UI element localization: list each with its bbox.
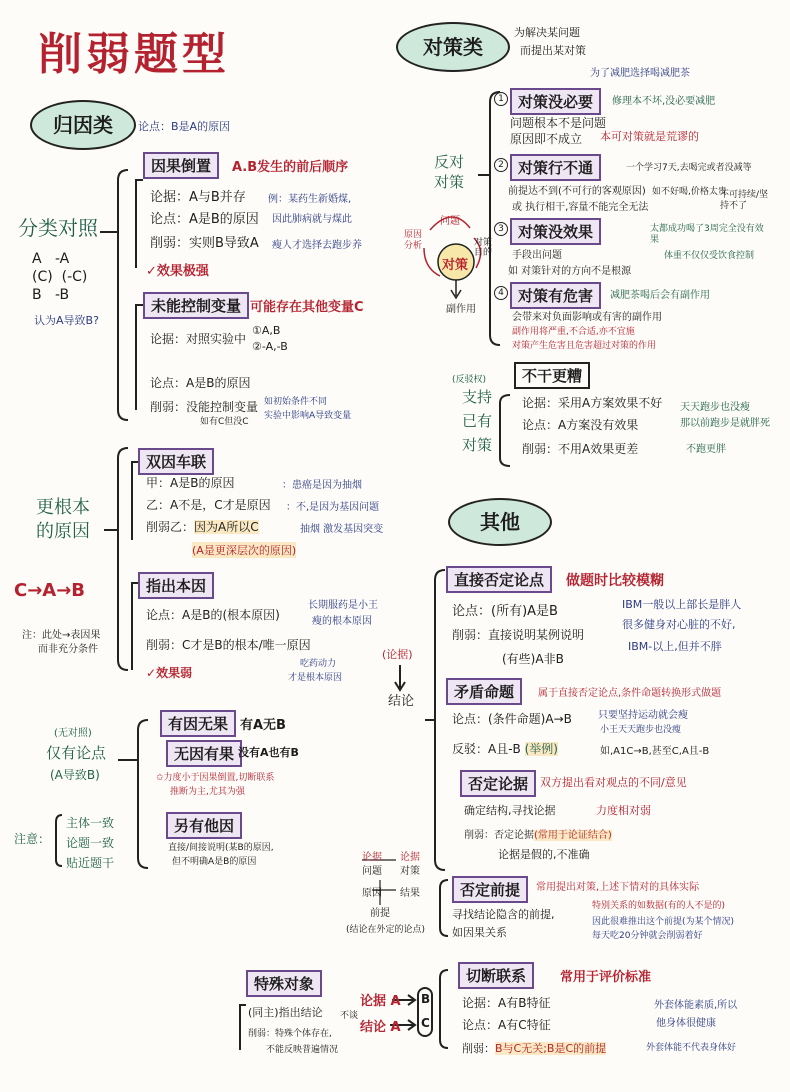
- item3-l1: 手段出问题: [512, 250, 562, 261]
- item3-title: 对策没效果: [510, 218, 601, 245]
- grid-b: B: [32, 287, 42, 303]
- item4-l3: 对策产生危害且危害超过对策的作用: [512, 341, 657, 351]
- shuangyin-l2-note: ：不,是因为基因问题: [286, 502, 380, 513]
- zhijie-title-note: 做题时比较模糊: [566, 573, 664, 589]
- kongzhi-l2: 论点：A是B的原因: [150, 376, 251, 390]
- cycle-duice: 对策: [442, 258, 469, 273]
- mingti-l1-note1: 只要坚持运动就会瘦: [598, 710, 688, 721]
- cycle-wenti: 问题: [440, 216, 460, 227]
- mini-t2: 问题: [362, 866, 382, 877]
- qita-jielun: 结论: [388, 694, 415, 709]
- zhijie-n2: 很多健身对心脏的不好,: [622, 618, 736, 631]
- bugai-n3: 不跑更胖: [686, 444, 726, 455]
- yinguo-l2-note: 因此肺病就与煤此: [272, 214, 352, 225]
- qieduan-title: 切断联系: [458, 962, 534, 989]
- grid-not-b: -B: [54, 287, 70, 303]
- mini-t4: 前提: [370, 908, 390, 919]
- zhijie-n3: IBM-以上,但并不胖: [628, 640, 722, 653]
- zhichu-l2: 削弱：C才是B的根本/唯一原因: [146, 638, 311, 652]
- item3-number: 3: [494, 222, 508, 236]
- zhichu-effect: [146, 664, 192, 681]
- teshu-l3: 不能反映普遍情况: [266, 1045, 339, 1055]
- item2-l1: 前提达不到(不可行的客观原因): [508, 186, 646, 197]
- item2-title: 对策行不通: [510, 154, 601, 181]
- kongzhi-l1a: ①A,B: [252, 324, 281, 337]
- zhichu-l2-note2: 才是根本原因: [288, 673, 343, 683]
- mini-r2: 对策: [400, 866, 420, 877]
- qianti-title-note: 常用提出对策,上述下情对的具体实际: [536, 882, 700, 893]
- zhijie-title: 直接否定论点: [446, 566, 552, 593]
- qieduan-l3-note: 外套体能不代表身体好: [646, 1043, 737, 1053]
- zhuyi-label: 注意：: [14, 832, 51, 846]
- qieduan-arrow-jielun: 结论 A: [360, 1020, 401, 1035]
- kongzhi-l3: 削弱：没能控制变量: [150, 400, 259, 414]
- bugai-l1: 论据：采用A方案效果不好: [522, 396, 663, 410]
- qita-lunju: (论据): [382, 648, 413, 661]
- qieduan-node-b: B: [421, 992, 431, 1006]
- grid-not-c: (-C): [61, 269, 88, 285]
- qieduan-l2: 论点：A有C特征: [462, 1018, 551, 1032]
- qieduan-title-note: 常用于评价标准: [560, 970, 652, 985]
- item4-l2: 副作用将严重,不合适,亦不宜施: [512, 327, 635, 337]
- qieduan-l1-note: 外套体能素质,所以: [654, 1000, 738, 1011]
- top-note1: 为解决某问题: [514, 26, 580, 39]
- check-icon: ✓: [146, 264, 157, 279]
- teshu-l1-note: 不谈: [340, 1011, 359, 1021]
- mingti-l2-note: 如,A1C→B,甚至C,A且-B: [600, 746, 710, 757]
- bugai-label2: 支持: [462, 388, 493, 406]
- lingyou-note2: 但不明确A是B的原因: [172, 857, 257, 867]
- qianti-title: 否定前提: [452, 876, 528, 903]
- shuangyin-l3: [146, 518, 259, 535]
- shuangyin-l3-label: 削弱乙：: [146, 520, 195, 534]
- teshu-l2: 削弱：特殊个体存在,: [248, 1029, 332, 1039]
- genben-arrow: C→A→B: [14, 580, 86, 601]
- zhuyi-item-3: 贴近题干: [66, 856, 115, 870]
- check-icon: ✓: [146, 666, 157, 680]
- grid-not-a: -A: [54, 251, 70, 267]
- mini-foot: (结论在外定的论点): [346, 925, 426, 935]
- youyinwuguo-note: 有A无B: [240, 718, 286, 733]
- jinyou-warn1-text: 力度小于因果倒置,切断联系: [163, 773, 275, 783]
- genben-note2: 而非充分条件: [38, 644, 98, 655]
- mingti-l2-text: 反驳：A且-B: [452, 742, 521, 756]
- item1-l2: 原因即不成立: [510, 132, 583, 146]
- zhijie-n1: IBM一般以上部长是胖人: [622, 598, 742, 611]
- mingti-title: 矛盾命题: [446, 678, 522, 705]
- item3-l1b: 如 对策针对的方向不是根源: [508, 266, 632, 277]
- yinguo-effect: [146, 260, 209, 279]
- qieduan-l2-note: 他身体很健康: [656, 1018, 716, 1029]
- qieduan-arrow-jielun-text: 结论: [360, 1020, 387, 1035]
- bugai-label1: (反驳权): [452, 375, 487, 385]
- item1-l1: 问题根本不是问题: [510, 116, 607, 130]
- teshu-l1: (同主)指出结论: [248, 1006, 323, 1019]
- mingti-title-note: 属于直接否定论点,条件命题转换形式做题: [538, 688, 722, 699]
- item3-l2-note: 体重不仅仅受饮食控制: [664, 251, 755, 261]
- qita-label: 其他: [448, 498, 552, 546]
- qianti-l2: 如因果关系: [452, 926, 507, 939]
- duice-label: 对策类: [396, 22, 510, 72]
- qieduan-l3-highlight: B与C无关;B是C的前提: [495, 1042, 607, 1055]
- qianti-l1: 寻找结论隐含的前提,: [452, 908, 555, 921]
- bugai-label4: 对策: [462, 436, 493, 454]
- zhichu-l2-note1: 吃药动力: [300, 659, 337, 669]
- genben-note1: 注：此处→表因果: [22, 630, 101, 641]
- mingti-l2-highlight: (举例): [524, 742, 558, 756]
- yinguo-title-note: A.B发生的前后顺序: [232, 160, 349, 175]
- fouding-title: 否定论据: [460, 770, 536, 797]
- qianti-n1: 特别关系的如数据(有的人不是的): [592, 901, 726, 911]
- genben-label: 更根本的原因: [36, 497, 90, 542]
- guiyin-label: 归因类: [30, 100, 136, 150]
- item1-l2-note: 本可对策就是荒谬的: [600, 130, 699, 143]
- fouding-l2-text: 削弱：否定论据: [464, 830, 534, 841]
- wuyinyouguo-title: 无因有果: [166, 740, 242, 767]
- kongzhi-title-note: 可能存在其他变量C: [250, 300, 364, 315]
- jinyou-label3: (A导致B): [50, 768, 100, 782]
- item2-l2: 或 执行相干,容量不能完全无法: [512, 202, 649, 213]
- shuangyin-l1-note: ：患癌是因为抽烟: [282, 480, 362, 491]
- item3-note: 太都成功喝了3周完全没有效果: [650, 224, 764, 245]
- page-title: 削弱题型: [38, 29, 230, 80]
- item1-title: 对策没必要: [510, 88, 601, 115]
- qieduan-node-c: C: [421, 1016, 430, 1030]
- grid-a: A: [32, 251, 42, 267]
- yinguo-l1: 论据：A与B并存: [150, 190, 246, 205]
- item1-note: 修理本不坏,没必要减肥: [612, 96, 716, 107]
- yinguo-l3-note: 瘦人才选择去跑步养: [272, 240, 362, 251]
- lingyou-title: 另有他因: [166, 812, 242, 839]
- guiyin-note: 论点：B是A的原因: [138, 120, 231, 133]
- item4-number: 4: [494, 286, 508, 300]
- zhijie-l2: 削弱：直接说明某例说明: [452, 628, 585, 642]
- yinguo-l1-note: 例：某药生新婚煤,: [268, 194, 352, 205]
- shuangyin-l4: (A是更深层次的原因): [192, 544, 297, 557]
- item4-note: 减肥茶喝后会有副作用: [610, 290, 710, 301]
- fouding-l1-note: 力度相对弱: [596, 804, 651, 817]
- qieduan-l3: [462, 1040, 606, 1056]
- shuangyin-l2: 乙：A不是，C才是原因: [146, 498, 271, 512]
- fouding-l2: [464, 826, 612, 841]
- zhuyi-item-1: 主体一致: [66, 816, 115, 830]
- duice-sub-note: 为了减肥选择喝减肥茶: [590, 68, 690, 79]
- zhichu-l1-note1: 长期服药是小王: [308, 600, 378, 611]
- qianti-n2: 因此很难推出这个前提(为某个情况): [592, 917, 735, 927]
- item4-title: 对策有危害: [510, 282, 601, 309]
- shuangyin-l3-highlight: 因为A所以C: [194, 520, 259, 534]
- zhichu-l1-note2: 瘦的根本原因: [312, 616, 372, 627]
- qieduan-l1: 论据：A有B特征: [462, 996, 551, 1010]
- yinguo-l2: 论点：A是B的原因: [150, 212, 259, 227]
- cycle-mudi: 对策目的: [474, 238, 493, 258]
- fenlei-grid: [32, 250, 87, 304]
- fouding-l3: 论据是假的,不准确: [498, 848, 590, 861]
- fenlei-question: 认为A导致B?: [34, 314, 99, 327]
- fenlei-label-text: 分类对照: [18, 216, 98, 240]
- yinguo-l3: 削弱：实则B导致A: [150, 236, 259, 251]
- mingti-l2: [452, 740, 558, 757]
- bugai-l2: 论点：A方案没有效果: [522, 418, 639, 432]
- wuyinyouguo-note: 没有A也有B: [238, 746, 299, 759]
- shuangyin-l3-note: 抽烟 激发基因突变: [300, 524, 384, 535]
- kongzhi-note1: 如初始条件不同: [264, 397, 328, 407]
- top-note2: 而提出某对策: [520, 44, 586, 57]
- mingti-l1: 论点：(条件命题)A→B: [452, 712, 572, 726]
- qianti-n3: 每天吃20分钟就会削弱着好: [592, 931, 703, 941]
- mingti-l1-note2: 小王天天跑步也没瘦: [600, 725, 682, 735]
- teshu-title: 特殊对象: [246, 970, 322, 997]
- mini-t1: 论据: [362, 852, 382, 863]
- jinyou-label2: 仅有论点: [46, 744, 107, 762]
- jinyou-warn1: [156, 770, 274, 783]
- yinguo-title: 因果倒置: [143, 152, 219, 179]
- qieduan-arrow-lunju: 论据 A: [360, 994, 401, 1009]
- item2-l2-note: 不可持续/坚持不了: [720, 190, 769, 211]
- jinyou-warn2: 推断为主,尤其为强: [170, 787, 245, 797]
- kongzhi-l1: 论据：对照实验中: [150, 332, 247, 346]
- zhijie-l3: (有些)A非B: [502, 652, 564, 666]
- item1-number: 1: [494, 92, 508, 106]
- item2-number: 2: [494, 158, 508, 172]
- mini-r3: 结果: [400, 888, 420, 899]
- item4-l1: 会带来对负面影响或有害的副作用: [512, 312, 662, 323]
- mini-t3: 原因: [362, 888, 382, 899]
- item2-l1-note: 如不好喝,价格太贵: [652, 187, 727, 197]
- item2-note: 一个学习7天,去喝完或者没减等: [626, 163, 752, 173]
- jinyou-label1: (无对照): [54, 728, 92, 739]
- youyinwuguo-title: 有因无果: [160, 710, 236, 737]
- qieduan-arrow-lunju-text: 论据: [360, 994, 387, 1009]
- kongzhi-title: 未能控制变量: [143, 292, 249, 319]
- lingyou-note1: 直接/间接说明(某B的原因,: [168, 843, 274, 853]
- yinguo-effect-text: 效果极强: [156, 264, 209, 279]
- mini-r1: 论据: [400, 852, 420, 863]
- kongzhi-l1b: ②-A,-B: [252, 340, 288, 353]
- zhijie-l1: 论点：(所有)A是B: [452, 604, 558, 619]
- shuangyin-title: 双因车联: [138, 448, 214, 475]
- bugai-n2: 那以前跑步是就胖死: [680, 418, 770, 429]
- kongzhi-l3a: 如有C但没C: [200, 417, 249, 427]
- star-icon: ✩: [156, 773, 164, 783]
- bugai-title: 不干更糟: [514, 362, 590, 389]
- bugai-n1: 天天跑步也没瘦: [680, 402, 750, 413]
- grid-c: (C): [32, 269, 53, 285]
- zhichu-title: 指出本因: [138, 572, 214, 599]
- cycle-yuanyin: 原因分析: [404, 230, 423, 251]
- zhichu-l1: 论点：A是B的(根本原因): [146, 608, 280, 622]
- bugai-label3: 已有: [462, 412, 493, 430]
- zhuyi-item-2: 论题一致: [66, 836, 115, 850]
- zhichu-effect-text: 效果弱: [156, 666, 193, 680]
- shuangyin-l1: 甲：A是B的原因: [146, 476, 235, 490]
- fouding-title-note: 双方提出看对观点的不同/意见: [540, 776, 687, 789]
- qieduan-l3-text: 削弱：: [462, 1042, 495, 1055]
- fouding-l1: 确定结构,寻找论据: [464, 804, 556, 817]
- fouding-l2-highlight: (常用于论证结合): [534, 830, 612, 841]
- cycle-fuzuoyong: 副作用: [446, 304, 476, 315]
- fandui-label: 反对对策: [434, 153, 465, 191]
- kongzhi-note2: 实验中影响A导致变量: [264, 411, 352, 421]
- bugai-l3: 削弱：不用A效果更差: [522, 442, 639, 456]
